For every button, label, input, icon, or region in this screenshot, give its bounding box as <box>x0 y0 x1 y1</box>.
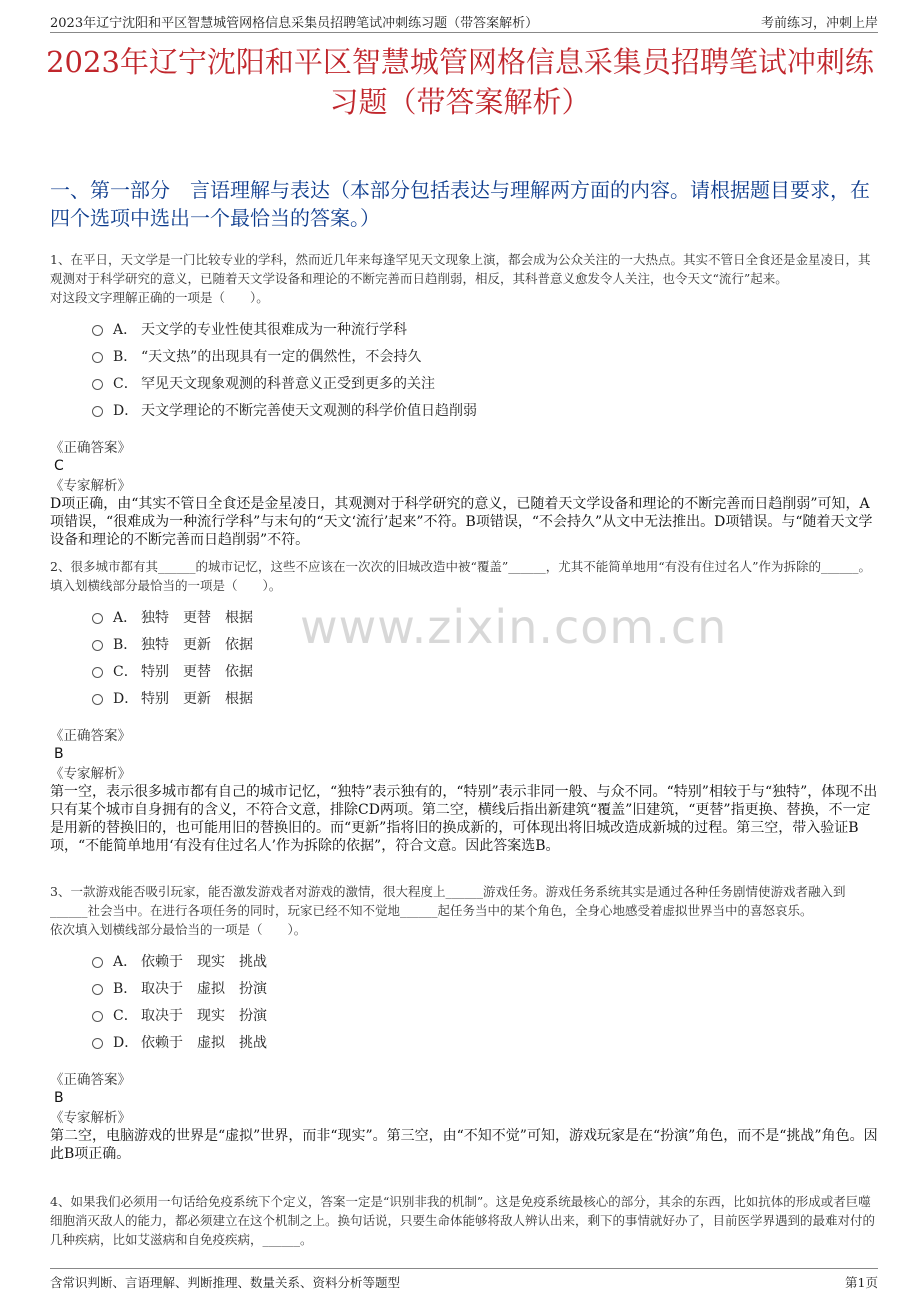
footer-note: 含常识判断、言语理解、判断推理、数量关系、资料分析等题型 <box>50 1275 401 1290</box>
option-text: 天文学理论的不断完善使天文观测的科学价值日趋削弱 <box>141 402 477 419</box>
option-label: A． <box>113 609 138 626</box>
option-label: D． <box>113 690 139 707</box>
radio-icon[interactable] <box>92 984 103 995</box>
stem-text: 1、在平日，天文学是一门比较专业的学科，然而近几年来每逢罕见天文现象上演，都会成为公众关注的一大热点。其实不管日全食还是金星凌日，其观测对于科学研究的意义，已随着天文学设备和理论的不断完善而日趋削弱，相反，其科普意义愈发令人关注，也令天文“流行”起来。 <box>50 252 871 286</box>
answer-label: 《正确答案》 <box>50 1072 131 1088</box>
option-a[interactable] <box>92 947 878 974</box>
analysis-label: 《专家解析》 <box>50 766 131 782</box>
question-stem <box>50 557 878 595</box>
page-number: 第1页 <box>845 1275 878 1290</box>
stem-prompt: 填入划横线部分最恰当的一项是（ ）。 <box>50 578 282 593</box>
option-text: 依赖于 虚拟 挑战 <box>141 1034 267 1051</box>
header-slogan: 考前练习，冲刺上岸 <box>760 15 878 31</box>
radio-icon[interactable] <box>92 1011 103 1022</box>
question-stem <box>50 250 878 307</box>
option-text: 特别 更替 依据 <box>141 663 253 680</box>
analysis-label: 《专家解析》 <box>50 478 131 494</box>
radio-icon[interactable] <box>92 667 103 678</box>
question-stem <box>50 882 878 939</box>
radio-icon[interactable] <box>92 640 103 651</box>
radio-icon[interactable] <box>92 694 103 705</box>
option-label: B． <box>113 636 138 653</box>
option-c[interactable] <box>92 657 878 684</box>
watermark: www.zixin.com.cn <box>300 600 728 654</box>
option-b[interactable] <box>92 630 878 657</box>
radio-icon[interactable] <box>92 325 103 336</box>
radio-icon[interactable] <box>92 406 103 417</box>
options-list <box>92 603 878 711</box>
option-text: 天文学的专业性使其很难成为一种流行学科 <box>141 321 407 338</box>
stem-prompt: 对这段文字理解正确的一项是（ ）。 <box>50 290 269 305</box>
analysis-label: 《专家解析》 <box>50 1110 131 1126</box>
option-c[interactable] <box>92 1001 878 1028</box>
option-text: 取决于 虚拟 扮演 <box>141 980 267 997</box>
option-b[interactable] <box>92 342 878 369</box>
answer-label: 《正确答案》 <box>50 728 131 744</box>
radio-icon[interactable] <box>92 957 103 968</box>
option-label: D． <box>113 1034 139 1051</box>
option-text: 特别 更新 根据 <box>141 690 253 707</box>
answer-value: B <box>54 746 64 762</box>
option-d[interactable] <box>92 684 878 711</box>
question-4 <box>50 1192 878 1249</box>
option-label: C． <box>113 1007 138 1024</box>
radio-icon[interactable] <box>92 379 103 390</box>
option-label: A． <box>113 953 138 970</box>
radio-icon[interactable] <box>92 352 103 363</box>
analysis-text: 第二空，电脑游戏的世界是“虚拟”世界，而非“现实”。第三空，由“不知不觉”可知，游戏玩家是在“扮演”角色，而不是“挑战”角色。因此B项正确。 <box>50 1128 878 1162</box>
option-d[interactable] <box>92 396 878 423</box>
analysis-text: 第一空，表示很多城市都有自己的城市记忆，“独特”表示独有的，“特别”表示非同一般、与众不同。“特别”相较于与“独特”，体现不出只有某个城市自身拥有的含义，不符合文意，排除CD两项。第二空，横线后指出新建筑“覆盖”旧建筑，“更替”指更换、替换，不一定是用新的替换旧的，也可能用旧的替换旧的。而“更新”指将旧的换成新的，可体现出将旧城改造成新城的过程。第三空，带入验证B项，“不能简单地用‘有没有住过名人’作为拆除的依据”，符合文意。因此答案选B。 <box>50 784 878 854</box>
stem-text: 3、一款游戏能否吸引玩家，能否激发游戏者对游戏的激情，很大程度上______游戏任务。游戏任务系统其实是通过各种任务剧情使游戏者融入到______社会当中。在进行各项任务的同时，玩家已经不知不觉地______起任务当中的某个角色，全身心地感受着虚拟世界当中的喜怒哀乐。 <box>50 884 846 918</box>
option-text: 独特 更替 根据 <box>141 609 253 626</box>
option-label: A． <box>113 321 138 338</box>
option-c[interactable] <box>92 369 878 396</box>
option-text: “天文热”的出现具有一定的偶然性，不会持久 <box>141 348 422 365</box>
radio-icon[interactable] <box>92 613 103 624</box>
answer-label: 《正确答案》 <box>50 440 131 456</box>
option-label: C． <box>113 663 138 680</box>
option-d[interactable] <box>92 1028 878 1055</box>
header-doc-title: 2023年辽宁沈阳和平区智慧城管网格信息采集员招聘笔试冲刺练习题（带答案解析） <box>50 15 539 31</box>
option-a[interactable] <box>92 603 878 630</box>
option-b[interactable] <box>92 974 878 1001</box>
question-3 <box>50 882 878 1163</box>
question-1 <box>50 250 878 549</box>
option-text: 依赖于 现实 挑战 <box>141 953 267 970</box>
question-2 <box>50 557 878 855</box>
section-heading: 一、第一部分 言语理解与表达（本部分包括表达与理解两方面的内容。请根据题目要求，在四个选项中选出一个最恰当的答案。） <box>50 178 870 230</box>
stem-text: 4、如果我们必须用一句话给免疫系统下个定义，答案一定是“识别非我的机制”。这是免疫系统最核心的部分，其余的东西，比如抗体的形成或者巨噬细胞消灭敌人的能力，都必须建立在这个机制之上。换句话说，只要生命体能够将敌人辨认出来，剩下的事情就好办了，目前医学界遇到的最难对付的几种疾病，比如艾滋病和自免疫疾病，______。 <box>50 1194 876 1247</box>
stem-prompt: 依次填入划横线部分最恰当的一项是（ ）。 <box>50 922 307 937</box>
radio-icon[interactable] <box>92 1038 103 1049</box>
analysis-text: D项正确，由“其实不管日全食还是金星凌日，其观测对于科学研究的意义，已随着天文学设备和理论的不断完善而日趋削弱”可知，A项错误，“很难成为一种流行学科”与末句的“天文‘流行’起来”不符。B项错误，“不会持久”从文中无法推出。D项错误。与“随着天文学设备和理论的不断完善而日趋削弱”不符。 <box>50 496 873 548</box>
question-stem <box>50 1192 878 1249</box>
option-text: 取决于 现实 扮演 <box>141 1007 267 1024</box>
document-title: 2023年辽宁沈阳和平区智慧城管网格信息采集员招聘笔试冲刺练习题（带答案解析） <box>46 45 874 119</box>
stem-text: 2、很多城市都有其______的城市记忆，这些不应该在一次次的旧城改造中被“覆盖”______，尤其不能简单地用“有没有住过名人”作为拆除的______。 <box>50 559 872 574</box>
option-label: B． <box>113 980 138 997</box>
option-text: 罕见天文现象观测的科普意义正受到更多的关注 <box>141 375 435 392</box>
page-header <box>50 10 878 33</box>
option-label: D． <box>113 402 139 419</box>
option-label: B． <box>113 348 138 365</box>
option-label: C． <box>113 375 138 392</box>
option-text: 独特 更新 依据 <box>141 636 253 653</box>
options-list <box>92 315 878 423</box>
options-list <box>92 947 878 1055</box>
page-footer <box>50 1268 878 1292</box>
answer-value: C <box>54 458 64 474</box>
option-a[interactable] <box>92 315 878 342</box>
answer-value: B <box>54 1090 64 1106</box>
